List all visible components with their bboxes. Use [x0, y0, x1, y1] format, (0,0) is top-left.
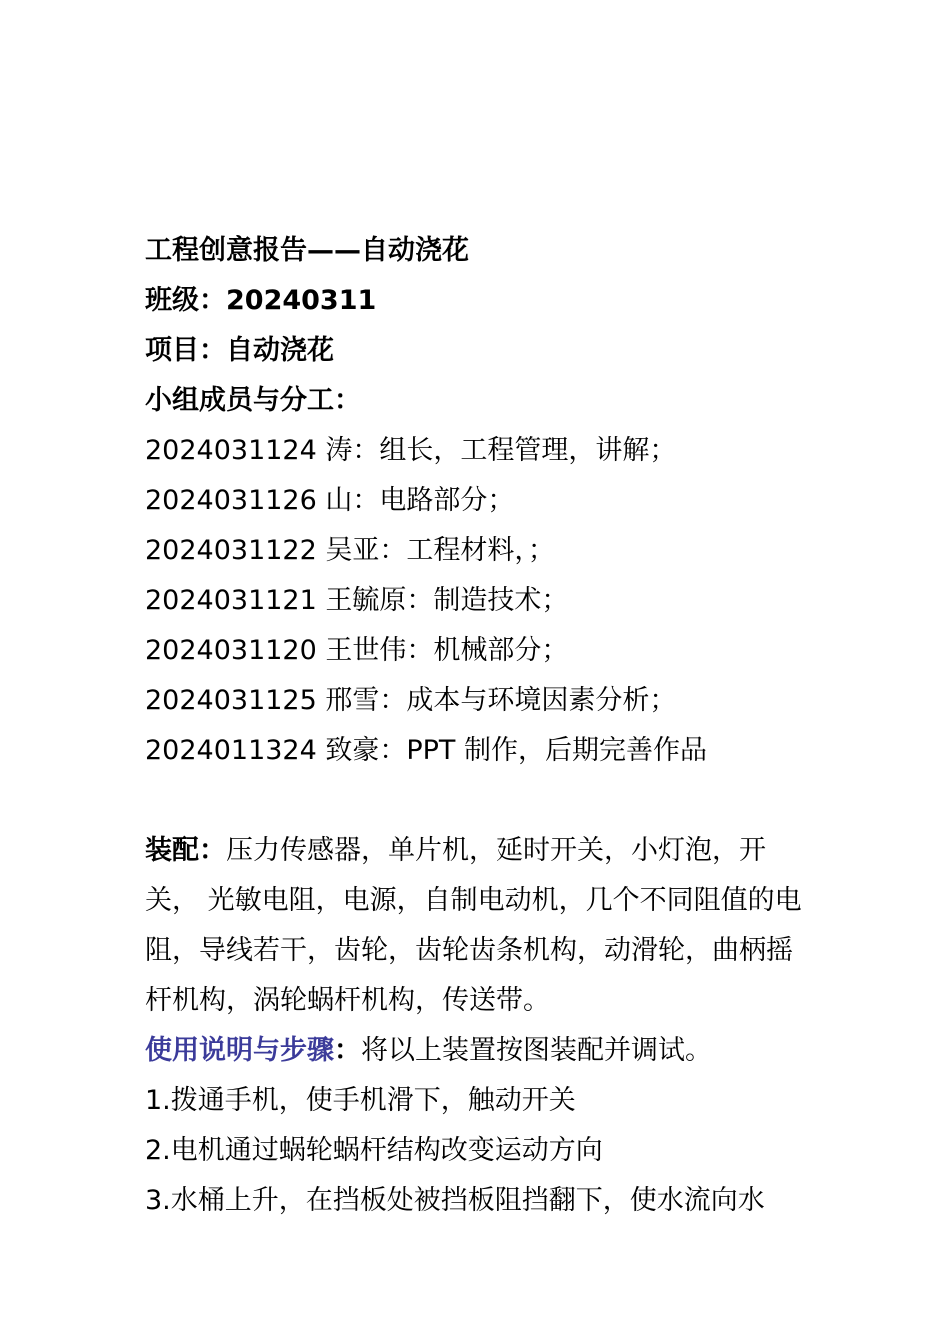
usage-colon: ：: [334, 1035, 361, 1066]
member-item: 2024031122 吴亚：工程材料，；: [145, 535, 555, 566]
class-label: 班级：: [145, 285, 226, 316]
member-item: 2024031126 山：电路部分；: [145, 485, 515, 516]
paragraph-gap: [145, 776, 815, 826]
member-item: 2024031124 涛：组长，工程管理，讲解；: [145, 435, 677, 466]
usage-line: [145, 1026, 815, 1076]
step-item: 3.水桶上升，在挡板处被挡板阻挡翻下，使水流向水: [145, 1185, 765, 1216]
assembly-text: 压力传感器，单片机，延时开关，小灯泡，开关， 光敏电阻，电源，自制电动机，几个不同阻值的电阻，导线若干，齿轮，齿轮齿条机构，动滑轮，曲柄摇杆机构，涡轮蜗杆机构，传送带。: [145, 835, 802, 1016]
step-item: 1.拨通手机，使手机滑下，触动开关: [145, 1085, 576, 1116]
member-item: 2024011324 致豪：PPT 制作，后期完善作品: [145, 735, 708, 766]
members-heading: 小组成员与分工：: [145, 385, 361, 416]
class-value: 20240311: [226, 285, 377, 316]
step-item: 2.电机通过蜗轮蜗杆结构改变运动方向: [145, 1135, 603, 1166]
assembly-paragraph: [145, 826, 815, 1026]
member-item: 2024031120 王世伟：机械部分；: [145, 635, 569, 666]
class-line: [145, 276, 815, 326]
project-line: [145, 326, 815, 376]
document-content: [145, 226, 815, 1226]
member-item: 2024031125 邢雪：成本与环境因素分析；: [145, 685, 677, 716]
usage-label: 使用说明与步骤: [145, 1035, 334, 1066]
usage-text: 将以上装置按图装配并调试。: [361, 1035, 712, 1066]
project-value: 自动浇花: [226, 335, 334, 366]
assembly-label: 装配：: [145, 835, 226, 866]
report-title: 工程创意报告——自动浇花: [145, 235, 469, 266]
member-item: 2024031121 王毓原：制造技术；: [145, 585, 569, 616]
project-label: 项目：: [145, 335, 226, 366]
